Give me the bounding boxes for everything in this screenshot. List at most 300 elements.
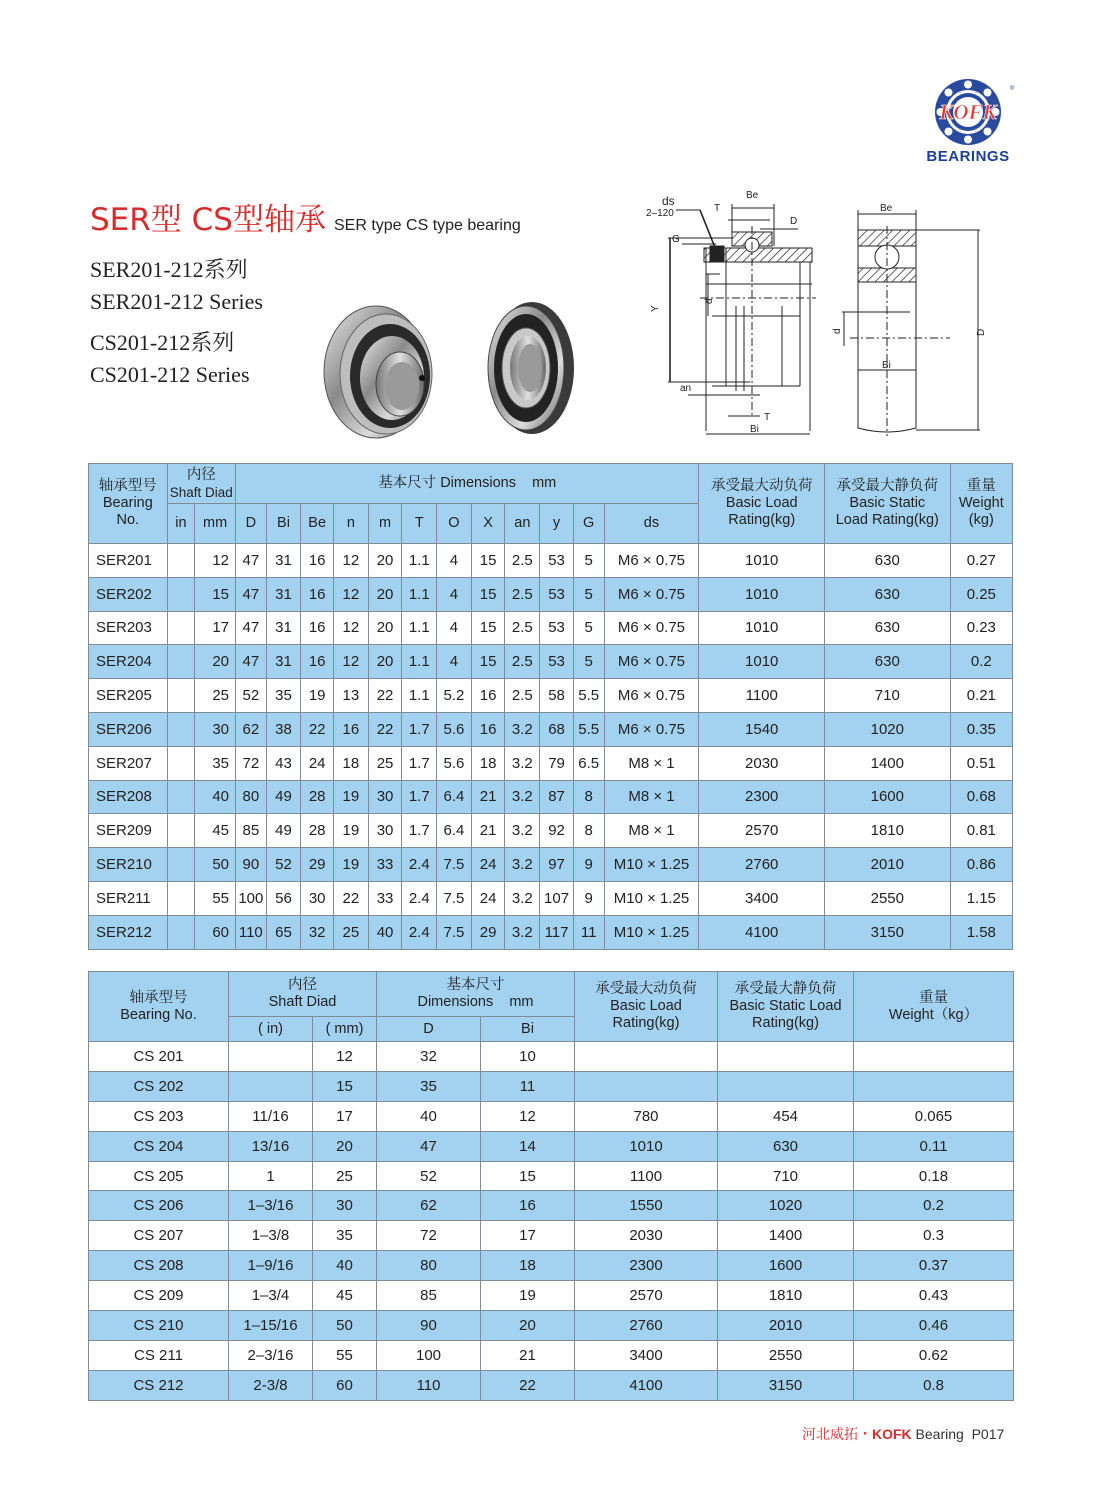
subheader-cell: D: [377, 1017, 481, 1042]
table-cell: 1010: [699, 577, 825, 611]
table-cell: 0.2: [950, 645, 1012, 679]
table-cell: 2760: [699, 848, 825, 882]
table-cell: 22: [301, 712, 334, 746]
table-cell: 20: [368, 611, 402, 645]
table-cell: 29: [471, 915, 505, 949]
bearing-number-cell: CS 208: [89, 1251, 229, 1281]
table-cell: 780: [575, 1101, 718, 1131]
table-cell: 85: [377, 1281, 481, 1311]
table-cell: 15: [313, 1071, 377, 1101]
table-cell: 0.68: [950, 780, 1012, 814]
col-dimensions: 基本尺寸 Dimensions mm: [236, 464, 699, 504]
table-cell: [854, 1042, 1014, 1072]
table-row: [89, 645, 1013, 679]
table-cell: M10 × 1.25: [604, 881, 699, 915]
subheader-cell: m: [368, 504, 402, 544]
table-cell: 21: [481, 1340, 575, 1370]
table-cell: [229, 1071, 313, 1101]
table-cell: [167, 746, 195, 780]
table-cell: 62: [377, 1191, 481, 1221]
svg-text:d: d: [832, 328, 843, 334]
table-cell: M8 × 1: [604, 780, 699, 814]
table-cell: M8 × 1: [604, 746, 699, 780]
bearing-number-cell: CS 205: [89, 1161, 229, 1191]
table-cell: 5.6: [437, 746, 472, 780]
table-cell: 16: [471, 712, 505, 746]
series-label: SER201-212系列: [90, 257, 248, 282]
logo-subtitle: BEARINGS: [926, 148, 1010, 165]
table-cell: 32: [301, 915, 334, 949]
table-cell: 30: [368, 814, 402, 848]
table-cell: 1010: [575, 1131, 718, 1161]
table-cell: 25: [313, 1161, 377, 1191]
table-cell: 630: [718, 1131, 854, 1161]
bearing-number-cell: SER201: [89, 544, 168, 578]
subheader-cell: O: [437, 504, 472, 544]
header-en: Basic Static: [849, 495, 926, 511]
table-cell: 72: [377, 1221, 481, 1251]
table-row: [89, 848, 1013, 882]
table-cell: 0.62: [854, 1340, 1014, 1370]
table-cell: 5: [573, 544, 604, 578]
table-cell: 53: [540, 577, 574, 611]
table-cell: 3.2: [505, 881, 540, 915]
table-cell: 30: [313, 1191, 377, 1221]
table-cell: 1020: [718, 1191, 854, 1221]
table-cell: 110: [377, 1370, 481, 1400]
header-en: Rating(kg): [752, 1015, 819, 1031]
table-cell: 1.7: [402, 814, 437, 848]
table-cell: 107: [540, 881, 574, 915]
header-en: Dimensions mm: [417, 994, 534, 1010]
table-cell: 55: [195, 881, 236, 915]
table-cell: 32: [377, 1042, 481, 1072]
table-cell: 3.2: [505, 780, 540, 814]
table-cell: 2-3/8: [229, 1370, 313, 1400]
table-cell: 18: [471, 746, 505, 780]
bearing-number-cell: CS 207: [89, 1221, 229, 1251]
col-bearing-no: [89, 464, 168, 544]
table-cell: 2300: [699, 780, 825, 814]
table-cell: 1: [229, 1161, 313, 1191]
bearing-number-cell: CS 206: [89, 1191, 229, 1221]
table-cell: 3400: [575, 1340, 718, 1370]
table-cell: 45: [313, 1281, 377, 1311]
table-cell: 12: [481, 1101, 575, 1131]
table-cell: 710: [718, 1161, 854, 1191]
table-cell: 85: [236, 814, 267, 848]
table-cell: 710: [825, 679, 951, 713]
bearing-number-cell: SER210: [89, 848, 168, 882]
table-cell: 0.27: [950, 544, 1012, 578]
table-cell: 4: [437, 611, 472, 645]
table-cell: 5.5: [573, 712, 604, 746]
svg-text:d: d: [704, 298, 715, 304]
table-cell: 12: [195, 544, 236, 578]
table-cell: M8 × 1: [604, 814, 699, 848]
table-cell: 3.2: [505, 712, 540, 746]
header-cn: 内径: [186, 466, 216, 483]
table-cell: 25: [368, 746, 402, 780]
table-cell: 62: [236, 712, 267, 746]
table-cell: 31: [266, 577, 301, 611]
table-cell: 1400: [718, 1221, 854, 1251]
table-cell: 117: [540, 915, 574, 949]
table-cell: 19: [334, 780, 369, 814]
subheader-cell: n: [334, 504, 369, 544]
table-cell: 0.8: [854, 1370, 1014, 1400]
table-cell: 9: [573, 848, 604, 882]
table-cell: 1.1: [402, 679, 437, 713]
table-cell: 1400: [825, 746, 951, 780]
ser-specs-table: [88, 463, 1013, 950]
table-cell: 0.35: [950, 712, 1012, 746]
table-cell: 1–3/16: [229, 1191, 313, 1221]
table-cell: 0.37: [854, 1251, 1014, 1281]
table-cell: M6 × 0.75: [604, 679, 699, 713]
table-cell: 5.2: [437, 679, 472, 713]
table-cell: 50: [313, 1311, 377, 1341]
table-cell: 3.2: [505, 746, 540, 780]
table-cell: 1600: [825, 780, 951, 814]
col-weight: [950, 464, 1012, 544]
table-row: [89, 1340, 1014, 1370]
table-cell: 13/16: [229, 1131, 313, 1161]
table-cell: 21: [471, 814, 505, 848]
table-cell: M10 × 1.25: [604, 848, 699, 882]
table-cell: [167, 814, 195, 848]
table-cell: 0.81: [950, 814, 1012, 848]
header-cn: 轴承型号: [129, 989, 188, 1006]
series-label: CS201-212系列: [90, 330, 235, 355]
table-cell: 8: [573, 814, 604, 848]
table-cell: 15: [471, 645, 505, 679]
col-dynamic-load: [699, 464, 825, 544]
table-cell: 25: [195, 679, 236, 713]
header-cn: 承受最大静负荷: [734, 981, 837, 997]
bearing-number-cell: SER204: [89, 645, 168, 679]
table-cell: 52: [236, 679, 267, 713]
table-cell: 60: [195, 915, 236, 949]
table-cell: 0.25: [950, 577, 1012, 611]
bearing-number-cell: CS 203: [89, 1101, 229, 1131]
table-cell: 0.2: [854, 1191, 1014, 1221]
table-row: [89, 1161, 1014, 1191]
table-cell: 40: [368, 915, 402, 949]
page-title: [90, 194, 521, 239]
subheader-cell: ( mm): [313, 1017, 377, 1042]
table-row: [89, 915, 1013, 949]
table-cell: 16: [301, 544, 334, 578]
svg-text:Bi: Bi: [750, 424, 759, 435]
table-cell: 630: [825, 645, 951, 679]
table-cell: 16: [301, 645, 334, 679]
table-cell: 20: [481, 1311, 575, 1341]
table-cell: 0.3: [854, 1221, 1014, 1251]
table-cell: 5: [573, 645, 604, 679]
table-cell: 15: [195, 577, 236, 611]
table-row: [89, 881, 1013, 915]
table-cell: [854, 1071, 1014, 1101]
table-cell: 2760: [575, 1311, 718, 1341]
svg-text:Be: Be: [880, 203, 893, 214]
table-cell: 1540: [699, 712, 825, 746]
subheader-cell: mm: [195, 504, 236, 544]
table-cell: 0.46: [854, 1311, 1014, 1341]
table-cell: [575, 1042, 718, 1072]
table-cell: M6 × 0.75: [604, 577, 699, 611]
table-cell: 47: [236, 544, 267, 578]
table-cell: 2550: [718, 1340, 854, 1370]
subheader-cell: X: [471, 504, 505, 544]
table-cell: [718, 1042, 854, 1072]
table-cell: 17: [313, 1101, 377, 1131]
table-cell: 16: [334, 712, 369, 746]
cs-section-drawing: [832, 203, 990, 440]
table-cell: 630: [825, 544, 951, 578]
table-cell: 1020: [825, 712, 951, 746]
table-cell: 68: [540, 712, 574, 746]
table-cell: 55: [313, 1340, 377, 1370]
table-cell: 19: [301, 679, 334, 713]
table-cell: 60: [313, 1370, 377, 1400]
table-cell: 0.065: [854, 1101, 1014, 1131]
table-cell: 16: [301, 611, 334, 645]
table-row: [89, 611, 1013, 645]
table-cell: 28: [301, 780, 334, 814]
table-row: [89, 1042, 1014, 1072]
table-cell: [167, 611, 195, 645]
col-weight: [854, 972, 1014, 1042]
table-cell: 2030: [575, 1221, 718, 1251]
table-cell: 22: [481, 1370, 575, 1400]
col-dimensions: [377, 972, 575, 1017]
header-en: Basic Static Load: [729, 998, 842, 1014]
table-cell: 53: [540, 645, 574, 679]
table-cell: 2–3/16: [229, 1340, 313, 1370]
table-cell: 30: [301, 881, 334, 915]
table-cell: 6.4: [437, 814, 472, 848]
col-shaft-diameter: [229, 972, 377, 1017]
svg-text:KOFK: KOFK: [939, 100, 997, 124]
table-cell: 1.1: [402, 611, 437, 645]
table-cell: 16: [471, 679, 505, 713]
table-cell: 0.21: [950, 679, 1012, 713]
table-cell: 1550: [575, 1191, 718, 1221]
col-bearing-no: [89, 972, 229, 1042]
header-cn: 基本尺寸: [446, 977, 505, 993]
table-cell: 0.23: [950, 611, 1012, 645]
header-en: Bearing: [102, 495, 153, 511]
footer-company: 河北威拓・: [802, 1426, 872, 1442]
table-cell: 4: [437, 544, 472, 578]
table-cell: 87: [540, 780, 574, 814]
series-label: SER201-212 Series: [90, 289, 263, 314]
table-cell: 35: [266, 679, 301, 713]
table-cell: 24: [471, 848, 505, 882]
table-row: [89, 1191, 1014, 1221]
header-en: Weight: [958, 495, 1004, 511]
page-footer: [802, 1424, 1004, 1444]
table-cell: 38: [266, 712, 301, 746]
table-cell: 47: [236, 611, 267, 645]
table-cell: 11: [573, 915, 604, 949]
table-cell: 630: [825, 577, 951, 611]
table-cell: 4: [437, 577, 472, 611]
title-chinese: SER型 CS型轴承: [90, 202, 326, 238]
table-cell: [167, 577, 195, 611]
table-cell: 2.5: [505, 611, 540, 645]
table-row: [89, 780, 1013, 814]
table-cell: 18: [481, 1251, 575, 1281]
table-cell: 65: [266, 915, 301, 949]
table-cell: 2.4: [402, 848, 437, 882]
table-cell: [167, 848, 195, 882]
table-cell: 90: [377, 1311, 481, 1341]
table-cell: 630: [825, 611, 951, 645]
header-cn: 承受最大动负荷: [595, 981, 697, 997]
table-cell: 12: [334, 645, 369, 679]
table-row: [89, 1281, 1014, 1311]
bearing-number-cell: CS 212: [89, 1370, 229, 1400]
header-en: Weight（kg）: [888, 1006, 979, 1023]
table-cell: 1–3/8: [229, 1221, 313, 1251]
table-cell: M6 × 0.75: [604, 544, 699, 578]
table-cell: 7.5: [437, 881, 472, 915]
bearing-number-cell: SER205: [89, 679, 168, 713]
bearing-number-cell: SER203: [89, 611, 168, 645]
table-cell: 0.18: [854, 1161, 1014, 1191]
kofk-logo: [918, 76, 1018, 168]
table-cell: 2010: [825, 848, 951, 882]
table-cell: 35: [195, 746, 236, 780]
table-row: [89, 577, 1013, 611]
table-cell: 21: [471, 780, 505, 814]
table-cell: 3150: [718, 1370, 854, 1400]
table-cell: 1.1: [402, 577, 437, 611]
table-cell: [575, 1071, 718, 1101]
table-cell: 19: [334, 848, 369, 882]
table-cell: 11: [481, 1071, 575, 1101]
table-cell: 90: [236, 848, 267, 882]
table-cell: 53: [540, 544, 574, 578]
table-cell: [167, 645, 195, 679]
svg-text:®: ®: [1010, 86, 1015, 92]
svg-text:T: T: [764, 412, 771, 423]
table-cell: 1600: [718, 1251, 854, 1281]
table-cell: 40: [377, 1101, 481, 1131]
table-cell: 0.51: [950, 746, 1012, 780]
table-cell: 2570: [699, 814, 825, 848]
table-cell: 58: [540, 679, 574, 713]
table-cell: 100: [236, 881, 267, 915]
table-cell: 1010: [699, 645, 825, 679]
header-en: Shaft Diad: [268, 994, 337, 1010]
table-cell: 40: [313, 1251, 377, 1281]
table-row: [89, 679, 1013, 713]
table-row: [89, 1251, 1014, 1281]
table-cell: 1.7: [402, 746, 437, 780]
table-cell: 53: [540, 611, 574, 645]
table-cell: 20: [368, 544, 402, 578]
header-cn: 承受最大静负荷: [836, 478, 939, 494]
table-cell: 1.1: [402, 544, 437, 578]
table-cell: 1.1: [402, 645, 437, 679]
svg-text:T: T: [714, 203, 721, 214]
col-static-load: [825, 464, 951, 544]
table-cell: 15: [471, 544, 505, 578]
table-cell: 2010: [718, 1311, 854, 1341]
table-cell: 1810: [718, 1281, 854, 1311]
table-cell: 92: [540, 814, 574, 848]
header-en: Basic Load: [610, 998, 682, 1014]
series-label: CS201-212 Series: [90, 362, 250, 387]
table-cell: 52: [266, 848, 301, 882]
table-cell: 15: [471, 611, 505, 645]
table-row: [89, 1101, 1014, 1131]
table-cell: 2570: [575, 1281, 718, 1311]
table-cell: 3.2: [505, 915, 540, 949]
table-cell: [718, 1071, 854, 1101]
table-cell: 7.5: [437, 848, 472, 882]
subheader-cell: Bi: [481, 1017, 575, 1042]
table-cell: 35: [313, 1221, 377, 1251]
table-cell: 33: [368, 881, 402, 915]
table-cell: 110: [236, 915, 267, 949]
table-cell: 24: [301, 746, 334, 780]
table-cell: 40: [195, 780, 236, 814]
table-cell: 7.5: [437, 915, 472, 949]
table-cell: 22: [368, 712, 402, 746]
table-cell: 1.15: [950, 881, 1012, 915]
table-cell: 10: [481, 1042, 575, 1072]
table-cell: 12: [313, 1042, 377, 1072]
cs-specs-table: [88, 971, 1014, 1401]
svg-text:Be: Be: [746, 190, 759, 201]
table-cell: 49: [266, 814, 301, 848]
table-cell: 1.7: [402, 712, 437, 746]
subheader-cell: D: [236, 504, 267, 544]
table-cell: 80: [377, 1251, 481, 1281]
title-english: SER type CS type bearing: [333, 217, 521, 234]
table-cell: 22: [334, 881, 369, 915]
table-cell: 17: [481, 1221, 575, 1251]
table-cell: 79: [540, 746, 574, 780]
table-cell: 19: [481, 1281, 575, 1311]
table-cell: 1.7: [402, 780, 437, 814]
table-cell: 47: [236, 645, 267, 679]
table-cell: 31: [266, 645, 301, 679]
table-cell: 5: [573, 611, 604, 645]
bearing-number-cell: SER208: [89, 780, 168, 814]
table-cell: M6 × 0.75: [604, 611, 699, 645]
table-cell: 3400: [699, 881, 825, 915]
table-cell: 1100: [699, 679, 825, 713]
bearing-number-cell: CS 211: [89, 1340, 229, 1370]
table-cell: 30: [195, 712, 236, 746]
bearing-number-cell: SER206: [89, 712, 168, 746]
table-cell: 11/16: [229, 1101, 313, 1131]
table-cell: M6 × 0.75: [604, 712, 699, 746]
table-cell: 47: [377, 1131, 481, 1161]
header-en: Basic Load: [725, 495, 798, 511]
subheader-cell: Be: [301, 504, 334, 544]
table-cell: 3.2: [505, 814, 540, 848]
table-row: [89, 712, 1013, 746]
table-cell: 454: [718, 1101, 854, 1131]
table-cell: 8: [573, 780, 604, 814]
subheader-cell: an: [505, 504, 540, 544]
